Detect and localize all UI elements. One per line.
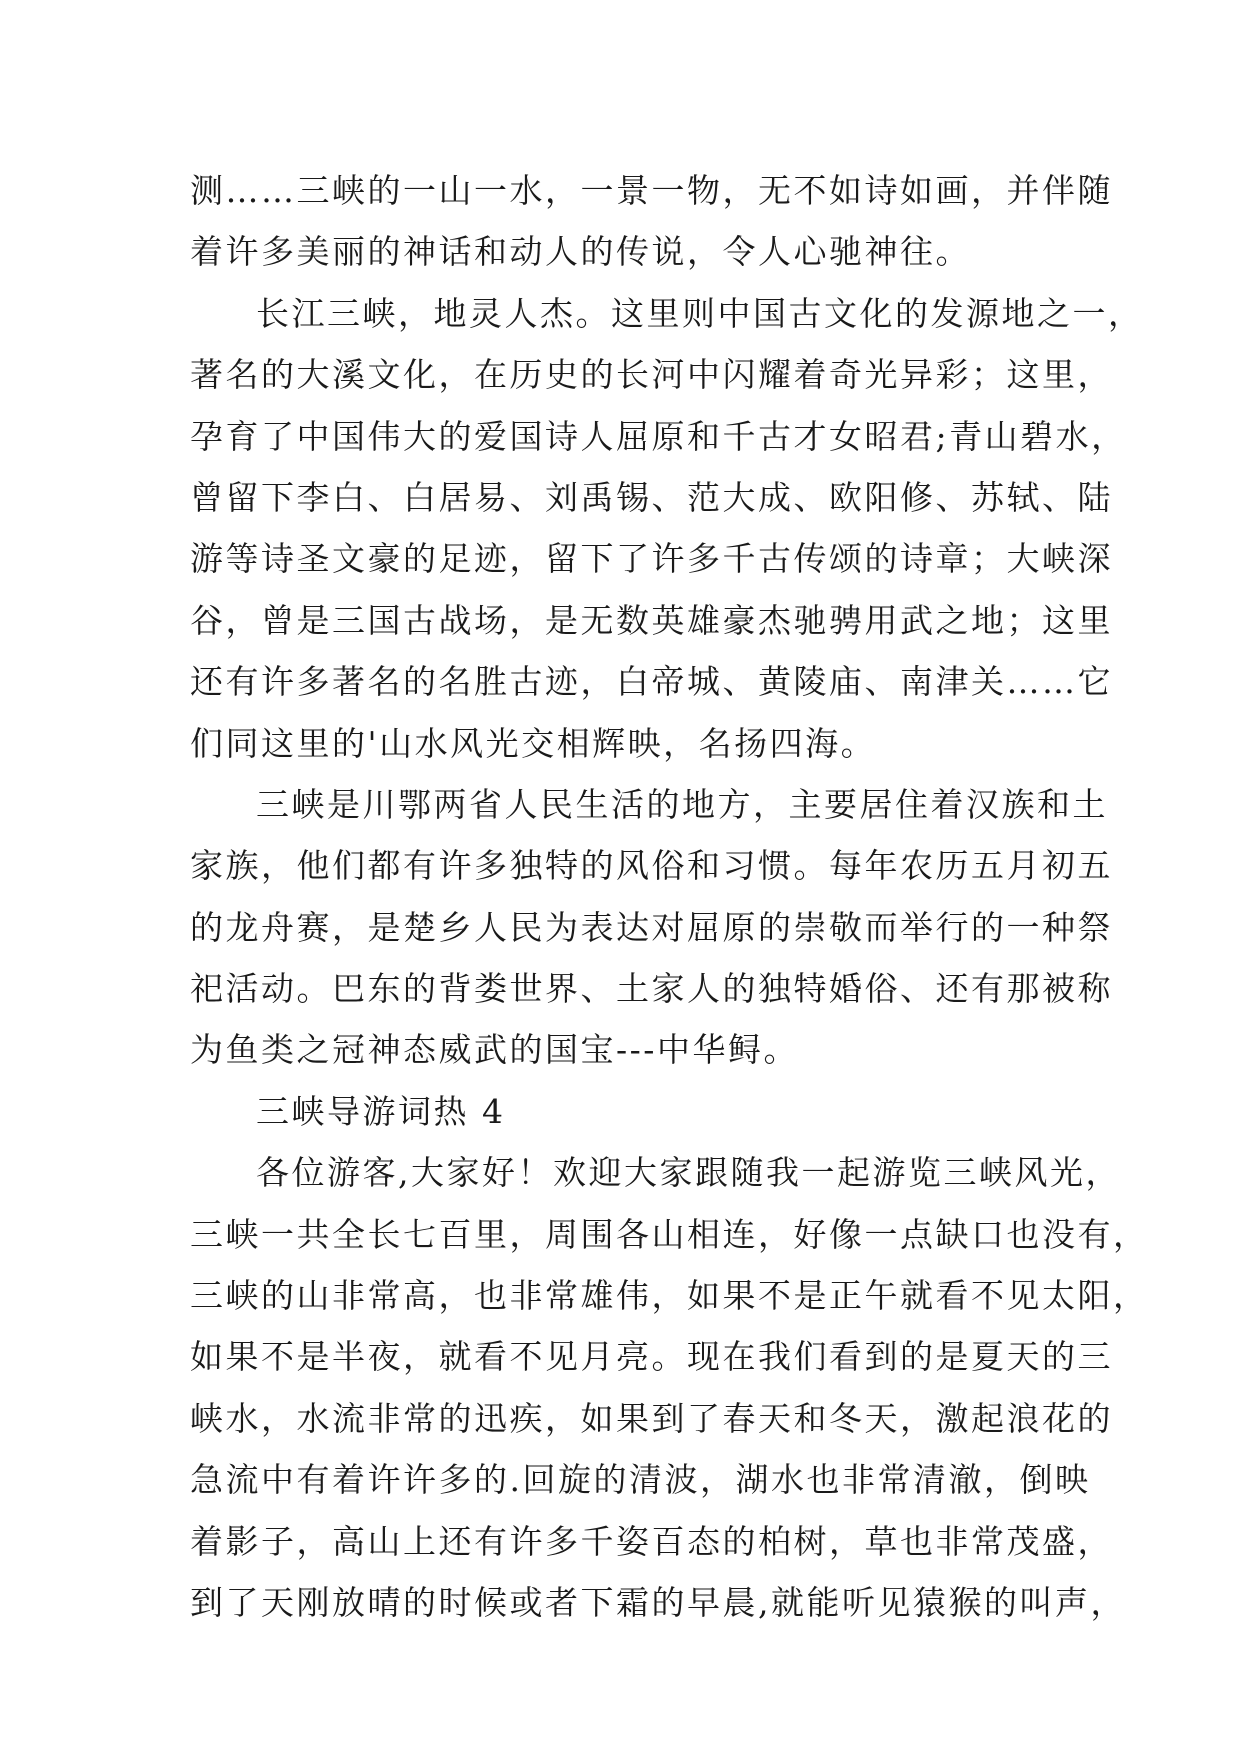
paragraph-start-line: 长江三峡，地灵人杰。这里则中国古文化的发源地之一， xyxy=(256,293,1144,333)
text-line: 着许多美丽的神话和动人的传说，令人心驰神往。 xyxy=(190,232,971,272)
text-line: 们同这里的'山水风光交相辉映，名扬四海。 xyxy=(190,723,877,763)
text-line: 的龙舟赛，是楚乡人民为表达对屈原的崇敬而举行的一种祭 xyxy=(190,907,1113,947)
text-line: 为鱼类之冠神态威武的国宝---中华鲟。 xyxy=(190,1030,799,1070)
paragraph-start-line: 各位游客,大家好！欢迎大家跟随我一起游览三峡风光， xyxy=(256,1153,1121,1193)
text-line: 曾留下李白、白居易、刘禹锡、范大成、欧阳修、苏轼、陆 xyxy=(190,477,1113,517)
text-line: 谷，曾是三国古战场，是无数英雄豪杰驰骋用武之地；这里 xyxy=(190,600,1113,640)
document-body xyxy=(190,160,1149,1633)
text-line: 祀活动。巴东的背娄世界、土家人的独特婚俗、还有那被称 xyxy=(190,969,1113,1009)
text-line: 急流中有着许许多的.回旋的清波，湖水也非常清澈，倒映 xyxy=(190,1460,1091,1500)
text-line: 还有许多著名的名胜古迹，白帝城、黄陵庙、南津关……它 xyxy=(190,662,1113,702)
text-line: 孕育了中国伟大的爱国诗人屈原和千古才女昭君;青山碧水， xyxy=(190,416,1127,456)
text-line: 着影子，高山上还有许多千姿百态的柏树，草也非常茂盛， xyxy=(190,1521,1113,1561)
text-line: 峡水，水流非常的迅疾，如果到了春天和冬天，激起浪花的 xyxy=(190,1398,1113,1438)
text-line: 家族，他们都有许多独特的风俗和习惯。每年农历五月初五 xyxy=(190,846,1113,886)
text-line: 游等诗圣文豪的足迹，留下了许多千古传颂的诗章；大峡深 xyxy=(190,539,1113,579)
text-line: 三峡一共全长七百里，周围各山相连，好像一点缺口也没有， xyxy=(190,1214,1149,1254)
paragraph-start-line: 三峡是川鄂两省人民生活的地方，主要居住着汉族和土 xyxy=(256,784,1108,824)
text-line: 到了天刚放晴的时候或者下霜的早晨,就能听见猿猴的叫声， xyxy=(190,1582,1126,1622)
text-line: 测……三峡的一山一水，一景一物，无不如诗如画，并伴随 xyxy=(190,171,1113,210)
text-line: 著名的大溪文化，在历史的长河中闪耀着奇光异彩；这里， xyxy=(190,355,1113,395)
text-line: 如果不是半夜，就看不见月亮。现在我们看到的是夏天的三 xyxy=(190,1337,1113,1377)
text-line: 三峡的山非常高，也非常雄伟，如果不是正午就看不见太阳， xyxy=(190,1276,1149,1316)
section-heading: 三峡导游词热 4 xyxy=(256,1091,506,1131)
